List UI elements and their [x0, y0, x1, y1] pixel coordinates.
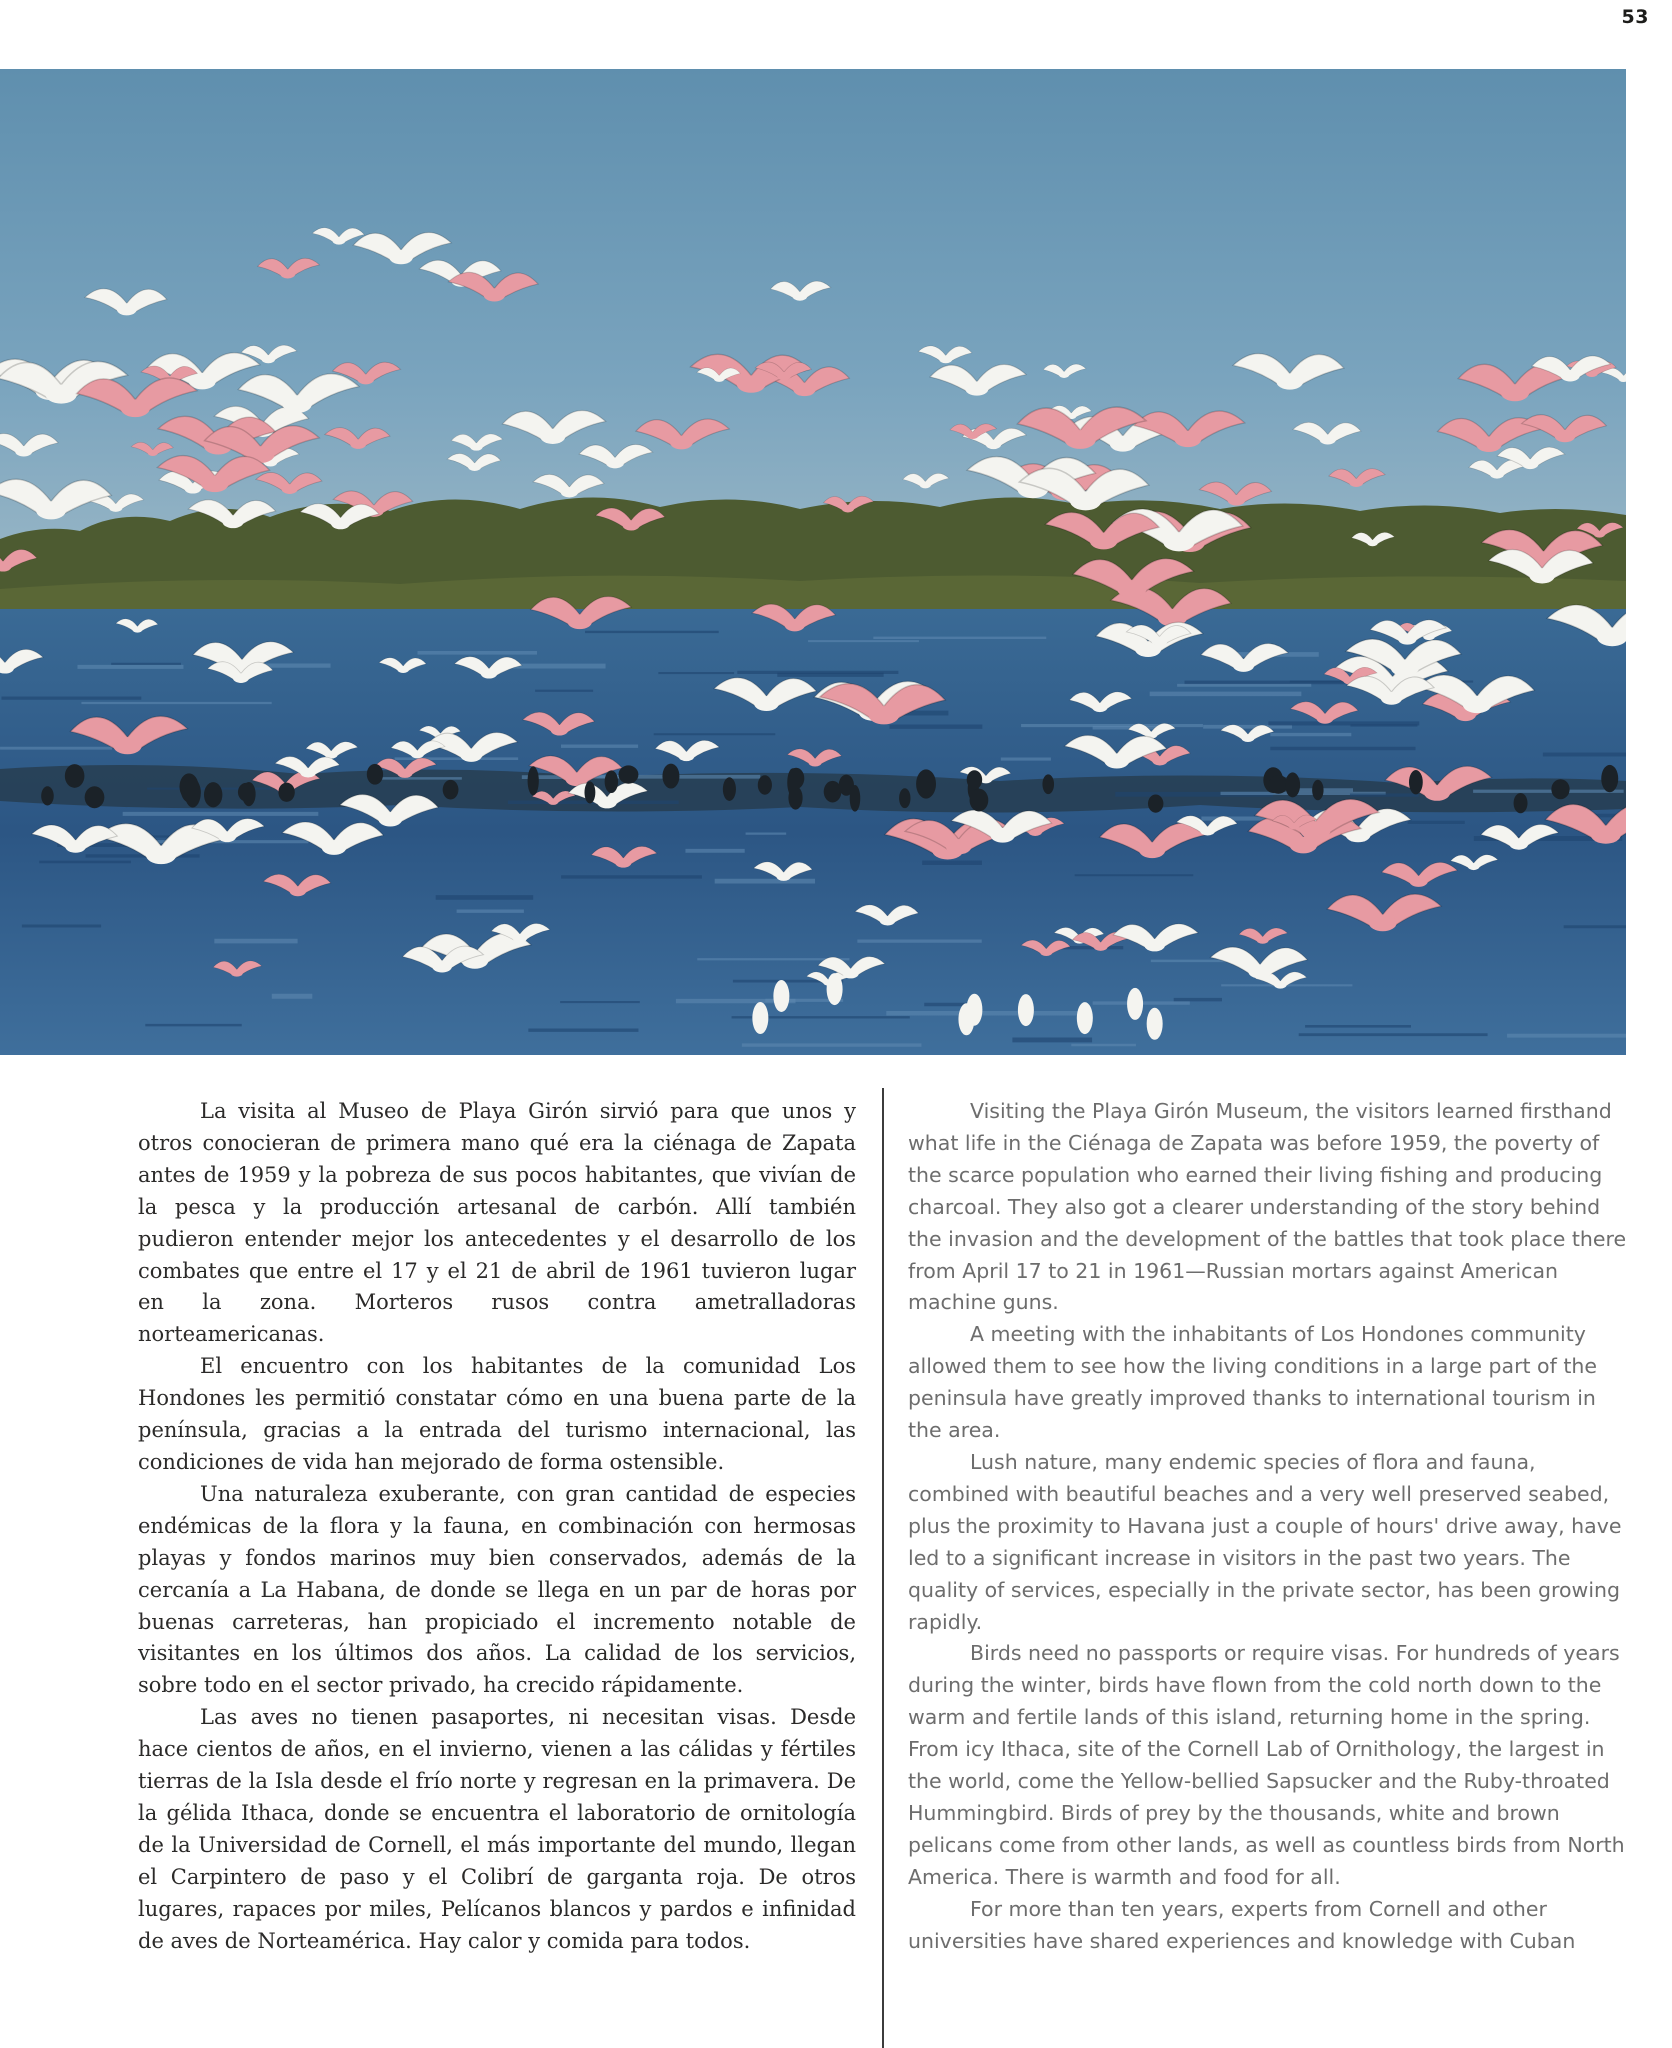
cormorant	[1285, 772, 1300, 797]
cormorant	[584, 781, 595, 803]
photo-illustration	[0, 69, 1626, 1055]
wading-egret	[752, 1002, 768, 1034]
cormorant	[1551, 779, 1569, 799]
cormorant	[528, 766, 539, 795]
cormorant	[41, 786, 54, 805]
cormorant	[723, 777, 736, 801]
cormorant	[1148, 794, 1163, 812]
wading-egret	[827, 973, 843, 1005]
english-column	[908, 1096, 1628, 1957]
cormorant	[662, 764, 679, 789]
cormorant	[65, 764, 85, 788]
wading-egret	[958, 1003, 974, 1035]
cormorant	[85, 786, 105, 808]
wading-egret	[1147, 1008, 1163, 1040]
cormorant	[1514, 793, 1528, 813]
english-paragraph: A meeting with the inhabitants of Los Hondones community allowed them to see how the living conditions in a large part of the peninsula have greatly improved thanks to international tourism in the area.	[908, 1322, 1597, 1443]
english-paragraph: Visiting the Playa Girón Museum, the visitors learned firsthand what life in the Ciénaga de Zapata was before 1959, the poverty of the scarce population who earned their living fishing and producing charcoal. They also got a clearer understanding of the story behind the invasion and the development of the battles that took place there from April 17 to 21 in 1961—Russian mortars against American machine guns.	[908, 1099, 1627, 1315]
column-divider	[882, 1088, 884, 2048]
spanish-paragraph: La visita al Museo de Playa Girón sirvió para que unos y otros conocieran de primera mano qué era la ciénaga de Zapata antes de 1959 y la pobreza de sus pocos habitantes, que vivían de la pesca y la producción artesanal de carbón. Allí también pudieron entender mejor los antecedentes y el desarrollo de los combates que entre el 17 y el 21 de abril de 1961 tuvieron lugar en la zona. Morteros rusos contra ametralladoras norteamericanas.	[138, 1099, 856, 1347]
english-paragraph: Lush nature, many endemic species of flora and fauna, combined with beautiful beaches and a very well preserved seabed, plus the proximity to Havana just a couple of hours' drive away, have led to a significant increase in visitors in the past two years. The quality of services, especially in the private sector, has been growing rapidly.	[908, 1449, 1622, 1634]
cormorant	[967, 770, 982, 789]
page-number: 53	[1621, 6, 1649, 28]
cormorant	[618, 765, 638, 783]
cormorant	[899, 788, 910, 808]
cormorant	[238, 783, 254, 801]
cormorant	[850, 785, 861, 812]
wading-egret	[773, 980, 789, 1012]
wading-egret	[1127, 988, 1143, 1020]
bird-flock-photo	[0, 69, 1626, 1055]
cormorant	[1601, 765, 1618, 792]
cormorant	[278, 783, 294, 802]
english-paragraph: Birds need no passports or require visas. For hundreds of years during the winter, birds have flown from the cold north down to the warm and fertile lands of this island, returning home in the spring. From icy Ithaca, site of the Cornell Lab of Ornithology, the largest in the world, come the Yellow-bellied Sapsucker and the Ruby-throated Hummingbird. Birds of prey by the thousands, white and brown pelicans come from other lands, as well as countless birds from North America. There is warmth and food for all.	[908, 1641, 1625, 1889]
cormorant	[788, 786, 802, 809]
spanish-paragraph: Las aves no tienen pasaportes, ni necesitan visas. Desde hace cientos de años, en el invierno, vienen a las cálidas y fértiles tierras de la Isla desde el frío norte y regresan en la primavera. De la gélida Ithaca, donde se encuentra el laboratorio de ornitología de la Universidad de Cornell, el más importante del mundo, llegan el Carpintero de paso y el Colibrí de garganta roja. De otros lugares, rapaces por miles, Pelícanos blancos y pardos e infinidad de aves de Norteamérica. Hay calor y comida para todos.	[138, 1705, 856, 1953]
cormorant	[443, 780, 459, 800]
cormorant	[185, 778, 201, 807]
cormorant	[788, 768, 804, 789]
cormorant	[758, 775, 772, 794]
cormorant	[1409, 770, 1423, 794]
cormorant	[1312, 780, 1323, 801]
cormorant	[970, 789, 989, 812]
spanish-paragraph: El encuentro con los habitantes de la comunidad Los Hondones les permitió constatar cómo en una buena parte de la península, gracias a la entrada del turismo internacional, las condiciones de vida han mejorado de forma ostensible.	[138, 1354, 856, 1474]
english-paragraph: For more than ten years, experts from Cornell and other universities have shared experiences and knowledge with Cuban	[908, 1896, 1576, 1953]
cormorant	[367, 764, 383, 785]
wading-egret	[1077, 1002, 1093, 1034]
wading-egret	[1018, 994, 1034, 1026]
cormorant	[916, 769, 936, 798]
spanish-paragraph: Una naturaleza exuberante, con gran cantidad de especies endémicas de la flora y la fauna, en combinación con hermosas playas y fondos marinos muy bien conservados, además de la cercanía a La Habana, de donde se llega en un par de horas por buenas carreteras, han propiciado el incremento notable de visitantes en los últimos dos años. La calidad de los servicios, sobre todo en el sector privado, ha crecido rápidamente.	[138, 1481, 856, 1698]
cormorant	[1042, 774, 1054, 794]
cormorant	[605, 770, 618, 793]
spanish-column	[138, 1096, 856, 1957]
cormorant	[204, 782, 222, 807]
